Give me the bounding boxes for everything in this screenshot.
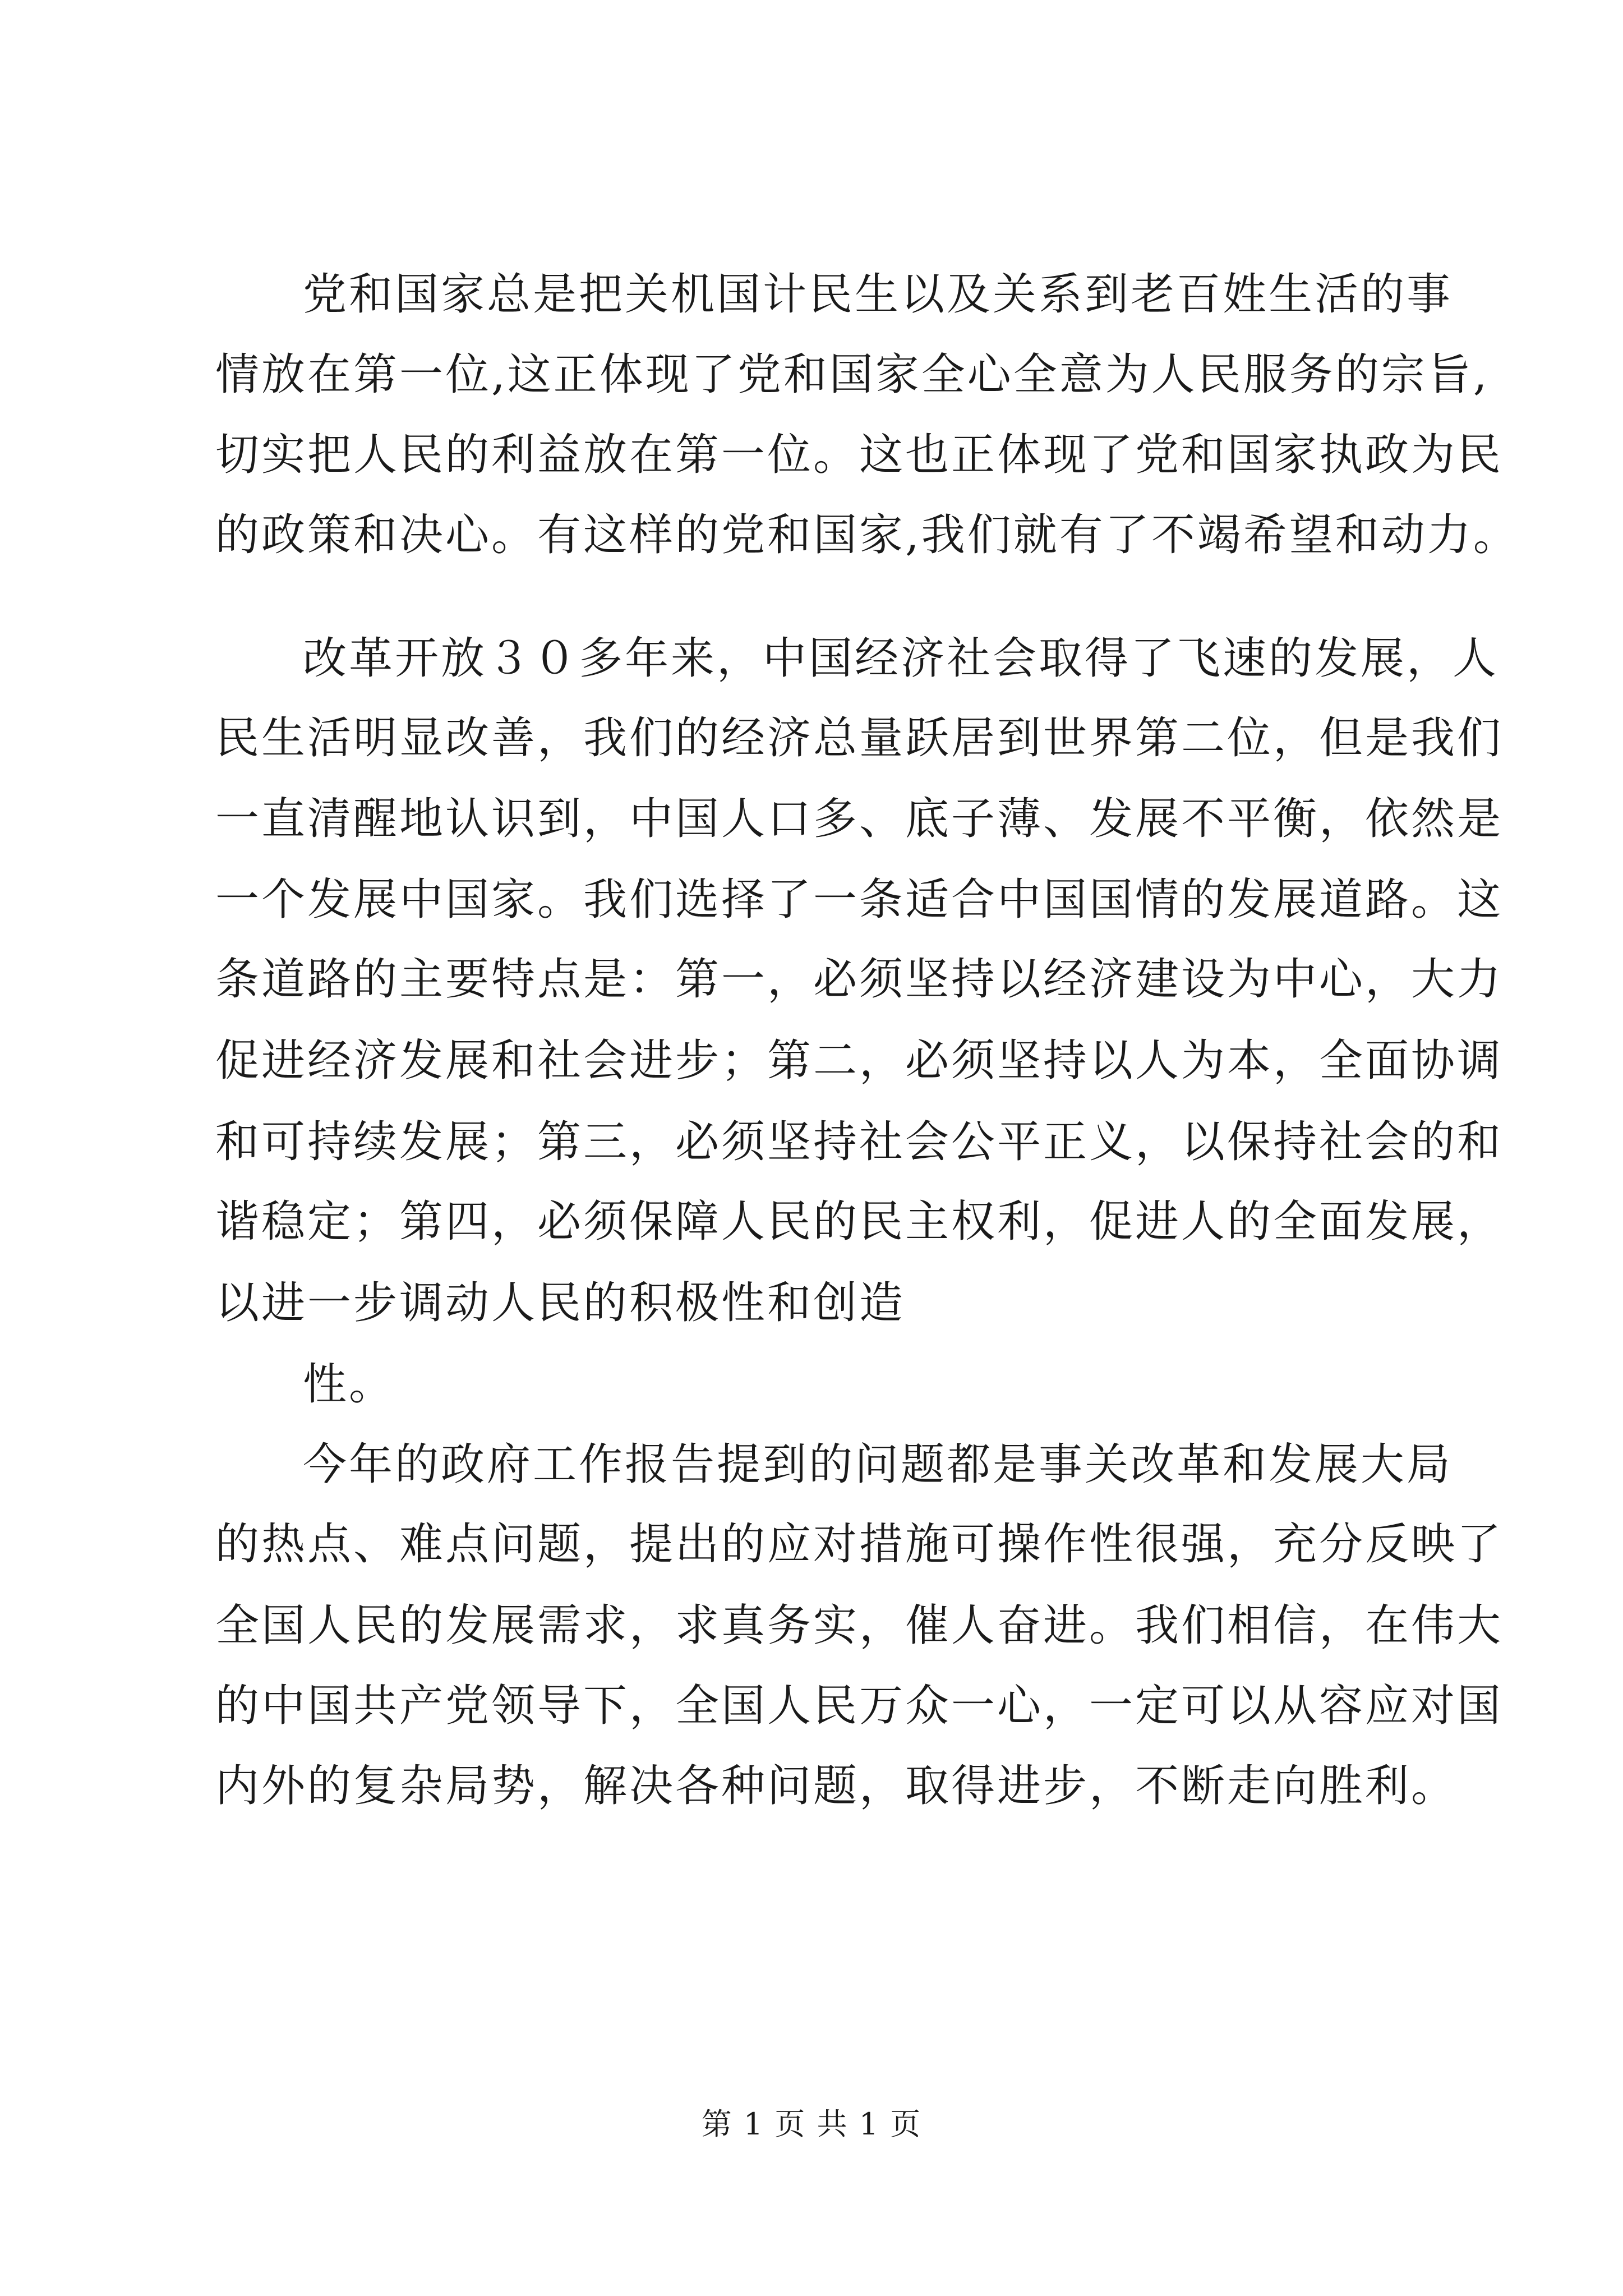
paragraph-2-line-8: 谐稳定；第四，必须保障人民的民主权利，促进人的全面发展，	[215, 1197, 1504, 1247]
paragraph-3-line-1: 性。	[303, 1359, 395, 1410]
paragraph-2-line-4: 一个发展中国家。我们选择了一条适合中国国情的发展道路。这	[215, 875, 1504, 925]
paragraph-2-line-9: 以进一步调动人民的积极性和创造	[215, 1278, 906, 1328]
paragraph-2-line-6: 促进经济发展和社会进步；第二，必须坚持以人为本，全面协调	[215, 1036, 1504, 1086]
paragraph-4-line-4: 的中国共产党领导下，全国人民万众一心，一定可以从容应对国	[215, 1681, 1504, 1731]
paragraph-2-line-3: 一直清醒地认识到，中国人口多、底子薄、发展不平衡，依然是	[215, 794, 1504, 844]
paragraph-2-line-5: 条道路的主要特点是：第一，必须坚持以经济建设为中心，大力	[215, 954, 1504, 1005]
paragraph-2-line-7: 和可持续发展；第三，必须坚持社会公平正义，以保持社会的和	[215, 1117, 1504, 1167]
paragraph-2-line-1: 改革开放３０多年来，中国经济社会取得了飞速的发展，人	[303, 633, 1499, 684]
paragraph-1-line-4: 的政策和决心。有这样的党和国家,我们就有了不竭希望和动力。	[215, 510, 1519, 560]
paragraph-1-line-3: 切实把人民的利益放在第一位。这也正体现了党和国家执政为民	[215, 430, 1504, 480]
paragraph-4-line-5: 内外的复杂局势，解决各种问题，取得进步，不断走向胜利。	[215, 1761, 1458, 1811]
paragraph-2-line-2: 民生活明显改善，我们的经济总量跃居到世界第二位，但是我们	[215, 713, 1504, 763]
paragraph-4-line-3: 全国人民的发展需求，求真务实，催人奋进。我们相信，在伟大	[215, 1600, 1504, 1651]
paragraph-4-line-1: 今年的政府工作报告提到的问题都是事关改革和发展大局	[303, 1439, 1453, 1490]
page-number-footer: 第 1 页 共 1 页	[701, 2106, 922, 2142]
paragraph-1-line-1: 党和国家总是把关机国计民生以及关系到老百姓生活的事	[303, 269, 1453, 320]
paragraph-4-line-2: 的热点、难点问题，提出的应对措施可操作性很强，充分反映了	[215, 1519, 1504, 1570]
paragraph-1-line-2: 情放在第一位,这正体现了党和国家全心全意为人民服务的宗旨,	[215, 349, 1490, 400]
